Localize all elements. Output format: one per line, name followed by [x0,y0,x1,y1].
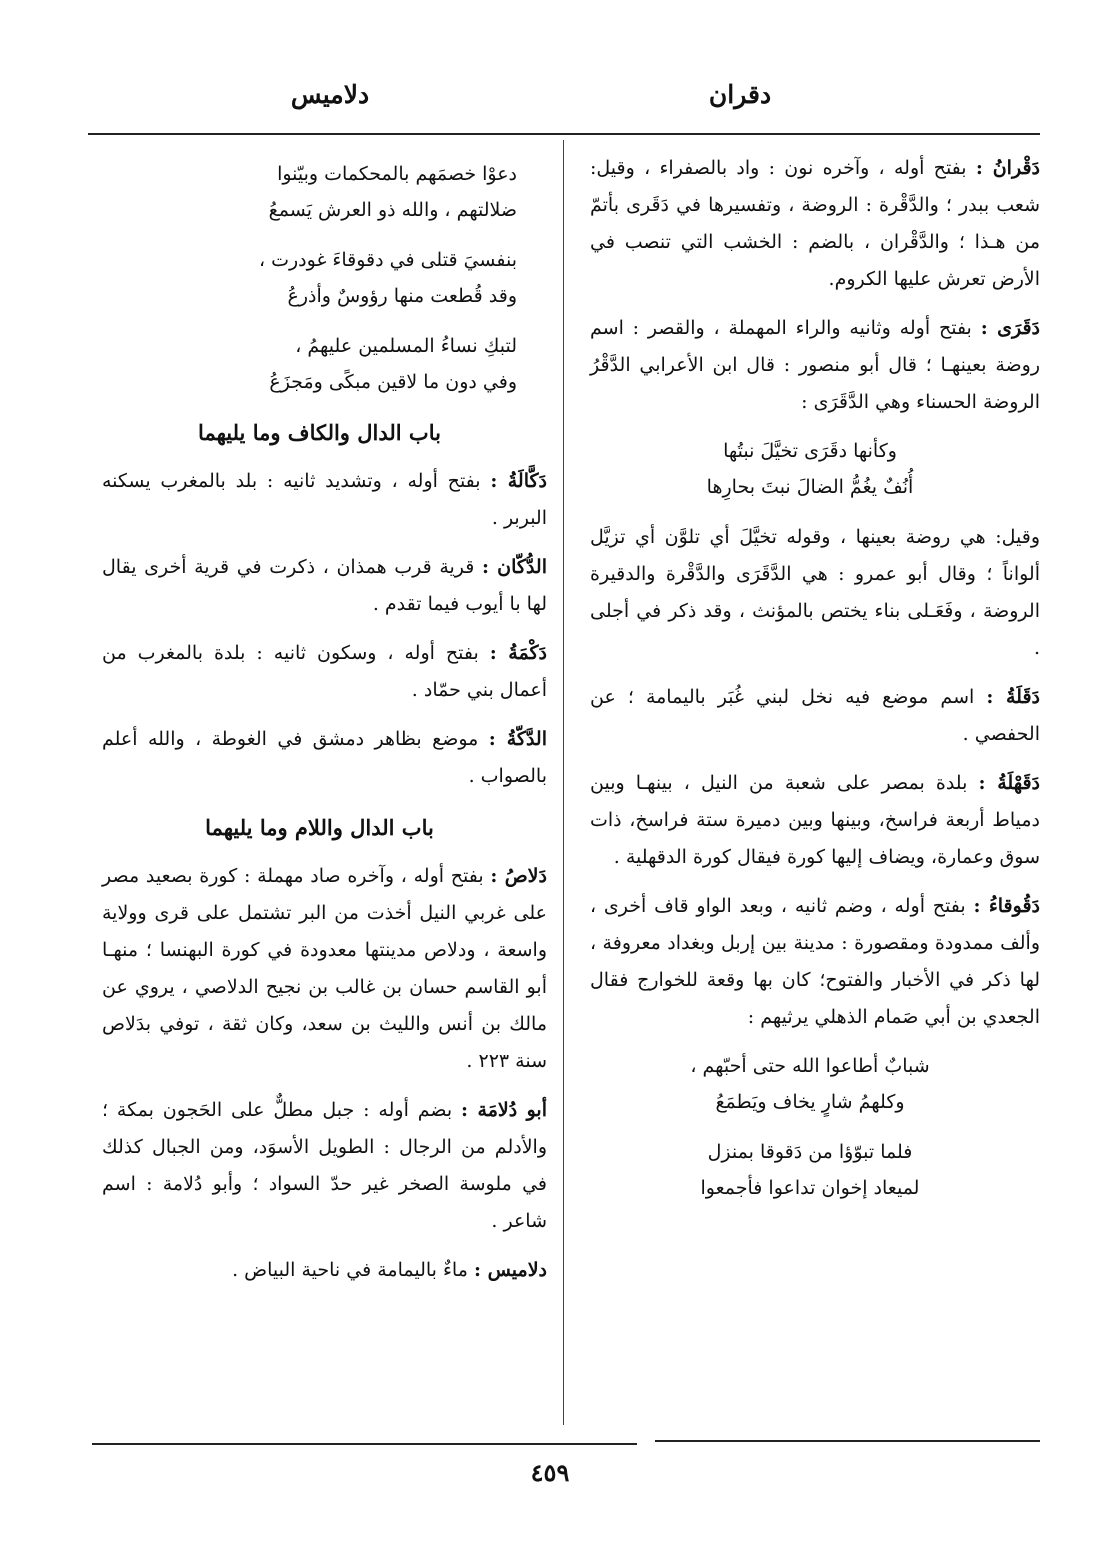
verse-line: ضلالتهم ، والله ذو العرش يَسمعُ [268,199,517,221]
entry-text: موضع بظاهر دمشق في الغوطة ، والله أعلم بالصواب . [102,728,547,787]
headword: دَلاصُ : [490,865,547,887]
poem-verse [92,156,547,228]
verse-line: لميعاد إخوان تداعوا فأجمعوا [700,1177,920,1199]
entry-text: بفتح أوله وثانيه والراء المهملة ، والقصر : اسم روضة بعينهـا ؛ قال أبو منصور : قال ابن الأعرابي الدَّقْرُ الروضة الحسناء وهي الدَّقَرَى : [590,317,1040,413]
headword: دَقْرانُ : [975,157,1040,179]
entry-dakkala [92,463,547,537]
verse-line: بنفسيَ قتلى في دقوقاءَ غودرت ، [258,249,517,271]
entry-continuation [580,519,1040,667]
entry-text: بفتح أوله ، وتشديد ثانيه : بلد بالمغرب يسكنه البربر . [102,470,547,529]
headword: أبو دُلامَة : [461,1099,548,1121]
running-header-right: دقران [708,80,772,109]
verse-line: شبابٌ أطاعوا الله حتى أحبّهم ، [690,1055,930,1077]
section-title-dal-lam: باب الدال واللام وما يليهما [205,815,434,840]
verse-line: لتبكِ نساءُ المسلمين عليهمُ ، [295,335,517,357]
entry-dukkan [92,549,547,623]
headword: دَقَلَةُ : [986,686,1040,708]
headword: الدُّكّان : [481,556,547,578]
section-title-dal-kaf: باب الدال والكاف وما يليهما [198,420,441,445]
headword: دَكْمَةُ : [489,642,547,664]
entry-daqran [580,150,1040,298]
entry-text: بفتح أوله ، وآخره نون : واد بالصفراء ، وقيل: شعب ببدر ؛ والدَّقْرة : الروضة ، وتفسيرها في دَقَرى بأتمّ من هـذا ؛ والدَّقْران ، بالضم : الخشب التي تنصب في الأرض تعرش عليها الكروم. [590,157,1040,290]
headword: دَقَرَى : [980,317,1041,339]
page-number: ٤٥٩ [530,1458,570,1487]
headword: دلاميس : [473,1259,547,1281]
verse-line: فلما تبوّؤا من دَقوقا بمنزل [707,1141,913,1163]
entry-daqara [580,310,1040,421]
entry-dakma [92,635,547,709]
entry-text: بضم أوله : جبل مطلٌّ على الحَجون بمكة ؛ والأدلم من الرجال : الطويل الأسوَد، ومن الجبال كذلك في ملوسة الصخر غير حدّ السواد ؛ وأبو دُلامة : اسم شاعر . [102,1099,547,1232]
verse-line: دعوْا خصمَهم بالمحكمات وبيّنوا [277,163,517,185]
entry-text: بفتح أوله ، وضم ثانيه ، وبعد الواو قاف أخرى ، وألف ممدودة ومقصورة : مدينة بين إربل وبغداد معروفة ، لها ذكر في الأخبار والفتوح؛ كان بها وقعة للخوارج فقال الجعدي بن أبي صَمام الذهلي يرثيهم : [590,895,1040,1028]
entry-text: بفتح أوله ، وسكون ثانيه : بلدة بالمغرب من أعمال بني حمّاد . [102,642,547,701]
entry-dalamis [92,1252,547,1289]
poem-verse [92,242,547,314]
poem-verse [92,328,547,400]
verse-line: وكلهمُ شارٍ يخاف ويَطمَعُ [715,1091,905,1113]
entry-text: بلدة بمصر على شعبة من النيل ، بينهـا وبين دمياط أربعة فراسخ، وبينها وبين دميرة ستة فراسخ، ذات سوق وعمارة، ويضاف إليها كورة فيقال كورة الدقهلية . [590,772,1040,868]
column-divider [563,140,564,1425]
entry-text: قرية قرب همذان ، ذكرت في قرية أخرى يقال لها با أيوب فيما تقدم . [102,556,547,615]
entry-text: وقيل: هي روضة بعينها ، وقوله تخيَّلَ أي تلوَّن أي تزيَّل ألواناً ؛ وقال أبو عمرو : هي الدَّقَرَى والدَّقْرة والدقيرة الروضة ، وفَعَـلى بناء يختص بالمؤنث ، وقد ذكر في أجلى . [590,526,1040,659]
verse-line: أُنُفٌ يغُمُّ الضالَ نبتَ بحارِها [706,476,914,498]
entry-daquqa [580,888,1040,1036]
poem-verse [580,1048,1040,1120]
verse-line: وكأنها دقَرَى تخيَّلَ نبتُها [723,440,897,462]
right-column [580,150,1040,1220]
poem-verse [580,1134,1040,1206]
footer-rule-right [655,1440,1040,1442]
entry-text: بفتح أوله ، وآخره صاد مهملة : كورة بصعيد مصر على غربي النيل أخذت من البر تشتمل على قرى وولاية واسعة ، ودلاص مدينتها معدودة في كورة البهنسا ؛ منهـا أبو القاسم حسان بن غالب بن نجيح الدلاصي ، يروي عن مالك بن أنس والليث بن سعد، وكان ثقة ، توفي بدَلاص سنة ٢٢٣ . [102,865,547,1072]
entry-dakka [92,721,547,795]
entry-text: ماءٌ باليمامة في ناحية البياض . [232,1259,474,1281]
entry-daqala [580,679,1040,753]
left-column [92,150,547,1301]
poem-verse [580,433,1040,505]
header-rule [88,133,1040,135]
headword: دَكَّالَةُ : [490,470,547,492]
running-header-left: دلاميس [290,80,370,109]
entry-abu-dulama [92,1092,547,1240]
headword: الدَّكّةُ : [488,728,547,750]
headword: دَقَهْلَةُ : [978,772,1041,794]
headword: دَقُوقاءُ : [973,895,1040,917]
verse-line: وقد قُطعت منها رؤوسٌ وأذرعُ [287,285,517,307]
entry-text: اسم موضع فيه نخل لبني غُبَر باليمامة ؛ عن الحفصي . [590,686,1040,745]
verse-line: وفي دون ما لاقين مبكًى ومَجزَعُ [269,371,517,393]
entry-daqahla [580,765,1040,876]
entry-dalas [92,858,547,1080]
footer-rule-left [92,1443,637,1445]
